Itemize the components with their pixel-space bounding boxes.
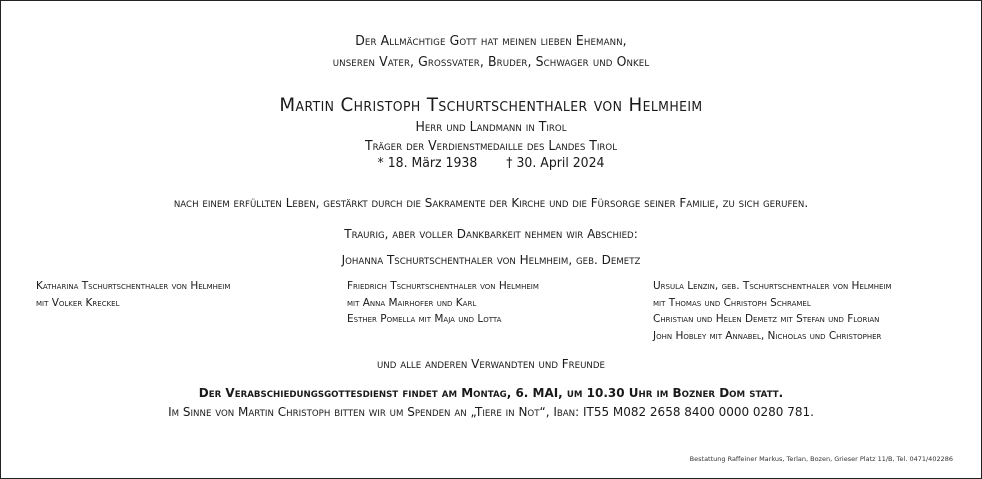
intro-line-1: Der Allmächtige Gott hat meinen lieben Ehemann,: [355, 34, 627, 49]
family-line: Friedrich Tschurtschenthaler von Helmheim: [347, 280, 539, 292]
family-column-right: [653, 278, 892, 344]
family-line: mit Thomas und Christoph Schramel: [653, 296, 811, 309]
deceased-name: Martin Christoph Tschurtschenthaler von Helmheim: [279, 94, 703, 116]
widow-name: Johanna Tschurtschenthaler von Helmheim, geb. Demetz: [341, 252, 641, 267]
life-dates: [21, 156, 961, 171]
family-line: Katharina Tschurtschenthaler von Helmheim: [36, 280, 231, 292]
family-column-left: [36, 278, 230, 311]
statement-text: nach einem erfüllten Leben, gestärkt durch die Sakramente der Kirche und die Fürsorge seiner Familie, zu sich gerufen.: [173, 195, 809, 210]
intro-line-2: unseren Vater, Grossvater, Bruder, Schwager und Onkel: [332, 55, 650, 70]
deceased-titles: [21, 118, 961, 156]
title-line-2: Träger der Verdienstmedaille des Landes Tirol: [364, 139, 618, 154]
service-announcement: Der Verabschiedungsgottesdienst findet am Montag, 6. MAI, um 10.30 Uhr im Bozner Dom statt.: [198, 385, 784, 400]
family-line: Esther Pomella mit Maja und Lotta: [347, 313, 502, 325]
undertaker-info: Bestattung Raffeiner Markus, Terlan, Bozen, Grieser Platz 11/B, Tel. 0471/402286: [689, 455, 953, 463]
farewell-text: Traurig, aber voller Dankbarkeit nehmen wir Abschied:: [344, 226, 638, 241]
family-column-middle: [347, 278, 539, 328]
title-line-1: Herr und Landmann in Tirol: [415, 120, 567, 135]
death-date: † 30. April 2024: [506, 156, 605, 171]
family-line: mit Volker Kreckel: [36, 296, 120, 309]
birth-date: * 18. März 1938: [377, 156, 478, 171]
family-line: Ursula Lenzin, geb. Tschurtschenthaler von Helmheim: [653, 280, 892, 292]
family-line: Christian und Helen Demetz mit Stefan und Florian: [653, 313, 880, 325]
relatives-text: und alle anderen Verwandten und Freunde: [376, 356, 606, 371]
family-line: John Hobley mit Annabel, Nicholas und Christopher: [653, 329, 882, 342]
family-line: mit Anna Mairhofer und Karl: [347, 296, 477, 309]
intro-text: [21, 31, 961, 73]
donation-request: Im Sinne von Martin Christoph bitten wir um Spenden an „Tiere in Not“, Iban: IT55 M082 2658 8400 0000 0280 781.: [168, 404, 814, 419]
